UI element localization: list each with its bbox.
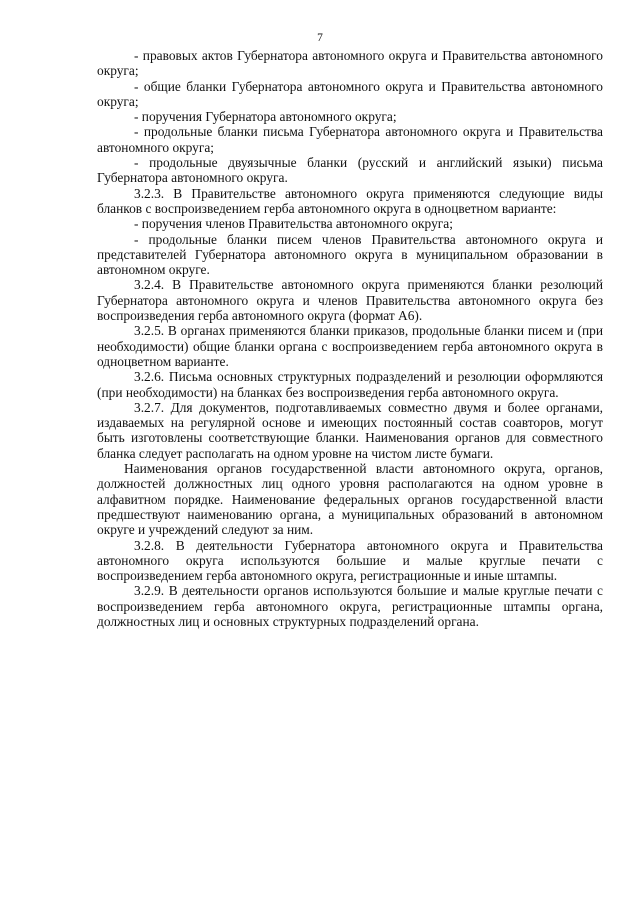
list-item-members-letter-forms: - продольные бланки писем членов Правительства автономного округа и представителей Губернатора автономного округа в муниципальном образовании в автономном округе. — [97, 231, 603, 278]
list-item-general-forms: - общие бланки Губернатора автономного округа и Правительства автономного округа; — [97, 78, 603, 109]
section-3-2-7: 3.2.7. Для документов, подготавливаемых совместно двумя и более органами, издаваемых на регулярной основе и имеющих постоянный состав соавторов, могут быть изготовлены соответствующие бланки. Наименования органов для совместного бланка следует располагать на одном уровне на чистом листе бумаги. — [97, 399, 603, 461]
list-item-legal-acts: - правовых актов Губернатора автономного округа и Правительства автономного округа; — [97, 48, 603, 79]
section-3-2-3: 3.2.3. В Правительстве автономного округа применяются следующие виды бланков с воспроизведением герба автономного округа в одноцветном варианте: — [97, 185, 603, 216]
section-3-2-4: 3.2.4. В Правительстве автономного округа применяются бланки резолюций Губернатора автономного округа и членов Правительства автономного округа без воспроизведения герба автономного округа (формат А6). — [97, 277, 603, 324]
section-3-2-6: 3.2.6. Письма основных структурных подразделений и резолюции оформляются (при необходимости) на бланках без воспроизведения герба автономного округа. — [97, 369, 603, 400]
section-3-2-9: 3.2.9. В деятельности органов используются большие и малые круглые печати с воспроизведением герба автономного округа, регистрационные штампы органа, должностных лиц и основных структурных подразделений органа. — [97, 583, 603, 629]
page-number: 7 — [317, 32, 323, 44]
document-body — [97, 48, 603, 629]
section-3-2-5: 3.2.5. В органах применяются бланки приказов, продольные бланки писем и (при необходимости) общие бланки органа с воспроизведением герба автономного округа в одноцветном варианте. — [97, 323, 603, 369]
list-item-longitudinal-letter-forms: - продольные бланки письма Губернатора автономного округа и Правительства автономного округа; — [97, 124, 603, 155]
list-item-bilingual-letter-forms: - продольные двуязычные бланки (русский и английский языки) письма Губернатора автономного округа. — [97, 155, 603, 186]
section-3-2-8: 3.2.8. В деятельности Губернатора автономного округа и Правительства автономного округа используются большие и малые круглые печати с воспроизведением герба автономного округа, регистрационные и иные штампы. — [97, 537, 603, 584]
list-item-governor-orders: - поручения Губернатора автономного округа; — [134, 109, 397, 125]
list-item-members-orders: - поручения членов Правительства автономного округа; — [134, 216, 453, 232]
names-order-paragraph: Наименования органов государственной власти автономного округа, органов, должностей должностных лиц одного уровня располагаются на одном уровне в алфавитном порядке. Наименование федеральных органов государственной власти предшествуют наименованию органа, а муниципальных образований в автономном округе и учреждений следуют за ним. — [97, 461, 603, 538]
